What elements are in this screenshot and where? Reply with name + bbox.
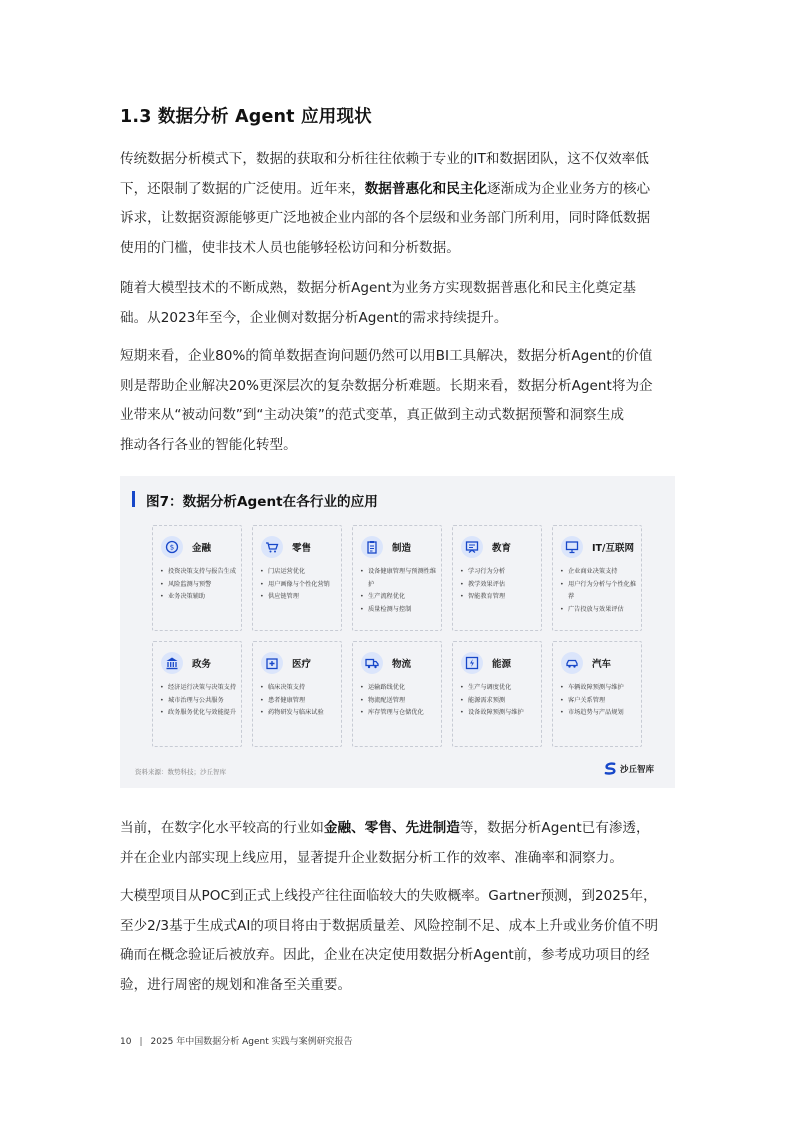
- svg-text:$: $: [169, 543, 175, 552]
- text-run: 逐渐成为企业业务方的核心: [487, 180, 651, 197]
- use-case-item: • 库存管理与仓储优化: [360, 707, 442, 720]
- figure-source: 资料来源：数势科技；沙丘智库: [135, 768, 226, 776]
- industry-name: 汽车: [592, 659, 612, 670]
- industry-card-header: [261, 536, 311, 558]
- education-board-icon: [461, 536, 483, 558]
- industry-card: [452, 525, 542, 631]
- industry-card: [152, 525, 242, 631]
- shopping-cart-icon: [261, 536, 283, 558]
- use-case-item: • 药物研发与临床试验: [260, 707, 342, 720]
- paragraph-line: 确而在概念验证后被放弃。因此，企业在决定使用数据分析Agent前，参考成功项目的经: [120, 947, 650, 963]
- industry-use-case-list: [160, 566, 242, 604]
- paragraph-line: 大模型项目从POC到正式上线投产往往面临较大的失败概率。Gartner预测，到2025年，: [120, 888, 657, 904]
- use-case-item: • 风险监测与预警: [160, 579, 242, 592]
- paragraph-line: 至少2/3基于生成式AI的项目将由于数据质量差、风险控制不足、成本上升或业务价值不明: [120, 917, 659, 934]
- use-case-item: • 学习行为分析: [460, 566, 542, 579]
- industry-name: 能源: [492, 659, 512, 670]
- use-case-item: • 设备故障预测与维护: [460, 707, 542, 720]
- industry-name: 制造: [392, 543, 412, 554]
- car-icon: [561, 652, 583, 674]
- industry-card: [152, 641, 242, 747]
- use-case-item: • 广告投放与效果评估: [560, 604, 642, 617]
- text-run: 当前，在数字化水平较高的行业如: [120, 820, 324, 836]
- paragraph-line: 使用的门槛，使非技术人员也能够轻松访问和分析数据。: [120, 239, 460, 256]
- report-title: 2025 年中国数据分析 Agent 实践与案例研究报告: [150, 1037, 353, 1047]
- use-case-item: • 市场趋势与产品规划: [560, 707, 642, 720]
- use-case-item: • 业务决策辅助: [160, 591, 242, 604]
- paragraph-line: 推动各行各业的智能化转型。: [120, 436, 297, 453]
- paragraph-2: [120, 274, 680, 333]
- industry-use-case-list: [560, 682, 642, 720]
- paragraph-line: 础。从2023年至今，企业侧对数据分析Agent的需求持续提升。: [120, 309, 508, 326]
- use-case-item: • 供应链管理: [260, 591, 342, 604]
- brand-logo-text: 沙丘智库: [620, 764, 655, 775]
- use-case-item: • 投资决策支持与报告生成: [160, 566, 242, 579]
- monitor-network-icon: [561, 536, 583, 558]
- use-case-item: • 患者健康管理: [260, 695, 342, 708]
- industry-use-case-list: [260, 566, 342, 604]
- industry-card-header: [461, 536, 511, 558]
- industry-card-header: [561, 652, 611, 674]
- industry-card: [352, 525, 442, 631]
- figure-title: 图7：数据分析Agent在各行业的应用: [146, 494, 378, 510]
- brand-logo: [604, 762, 654, 775]
- paragraph-line: 验，进行周密的规划和准备至关重要。: [120, 976, 352, 993]
- paragraph-line: 并在企业内部实现上线应用，显著提升企业数据分析工作的效率、准确率和洞察力。: [120, 849, 623, 866]
- industry-card: [252, 525, 342, 631]
- industry-figure: [120, 476, 675, 788]
- use-case-item: • 运输路线优化: [360, 682, 442, 695]
- delivery-truck-icon: [361, 652, 383, 674]
- section-heading: 1.3 数据分析 Agent 应用现状: [120, 107, 372, 127]
- coin-icon: [161, 536, 183, 558]
- industry-use-case-list: [360, 566, 442, 616]
- industry-card-header: [361, 652, 411, 674]
- industry-name: 物流: [392, 659, 412, 670]
- text-run: 下，还限制了数据的广泛使用。近年来，: [120, 180, 365, 197]
- paragraph-line: [120, 175, 680, 205]
- industry-name: 政务: [192, 659, 212, 670]
- use-case-item: • 城市治理与公共服务: [160, 695, 242, 708]
- brand-logo-icon: [604, 762, 617, 775]
- use-case-item: • 用户画像与个性化营销: [260, 579, 342, 592]
- industry-card: [452, 641, 542, 747]
- footer-separator: |: [139, 1037, 143, 1047]
- use-case-item: • 客户关系管理: [560, 695, 642, 708]
- industry-card-header: [161, 536, 211, 558]
- text-run: 等，数据分析Agent已有渗透，: [459, 820, 650, 836]
- paragraph-line: 短期来看，企业80%的简单数据查询问题仍然可以用BI工具解决，数据分析Agent的价值: [120, 348, 653, 364]
- paragraph-line: 则是帮助企业解决20%更深层次的复杂数据分析难题。长期来看，数据分析Agent将为企: [120, 377, 653, 394]
- industry-card-header: [561, 536, 634, 558]
- page-footer: [120, 1034, 353, 1047]
- industry-card: [252, 641, 342, 747]
- paragraph-3: [120, 342, 680, 460]
- use-case-item: • 门店运营优化: [260, 566, 342, 579]
- use-case-item: • 教学效果评估: [460, 579, 542, 592]
- paragraph-line: 业带来从“被动问数”到“主动决策”的范式变革，真正做到主动式数据预警和洞察生成: [120, 407, 624, 423]
- paragraph-line: 传统数据分析模式下，数据的获取和分析往往依赖于专业的IT和数据团队，这不仅效率低: [120, 151, 649, 167]
- industry-use-case-list: [560, 566, 642, 616]
- use-case-item: • 经济运行决策与决策支持: [160, 682, 242, 695]
- paragraph-line: 诉求，让数据资源能够更广泛地被企业内部的各个层级和业务部门所利用，同时降低数据: [120, 210, 651, 226]
- use-case-item: • 政务服务优化与效能提升: [160, 707, 242, 720]
- paragraph-1: [120, 145, 680, 263]
- use-case-item: • 智能教育管理: [460, 591, 542, 604]
- paragraph-line: [120, 814, 680, 844]
- bold-text-run: 数据普惠化和民主化: [364, 180, 488, 197]
- energy-grid-icon: [461, 652, 483, 674]
- industry-use-case-list: [460, 682, 542, 720]
- industry-name: 零售: [292, 543, 312, 554]
- industry-use-case-list: [460, 566, 542, 604]
- industry-name: 金融: [192, 543, 212, 554]
- government-building-icon: [161, 652, 183, 674]
- industry-use-case-list: [260, 682, 342, 720]
- paragraph-line: 随着大模型技术的不断成熟，数据分析Agent为业务方实现数据普惠化和民主化奠定基: [120, 280, 637, 296]
- use-case-item: • 车辆故障预测与维护: [560, 682, 642, 695]
- industry-card: [552, 641, 642, 747]
- use-case-item: • 能源需求预测: [460, 695, 542, 708]
- use-case-item: • 生产与调度优化: [460, 682, 542, 695]
- industry-use-case-list: [360, 682, 442, 720]
- figure-title-accent: [132, 491, 135, 507]
- use-case-item: • 质量检测与控制: [360, 604, 442, 617]
- industry-name: IT/互联网: [592, 543, 634, 554]
- industry-name: 医疗: [292, 659, 312, 670]
- bold-text-run: 金融、零售、先进制造: [323, 820, 460, 836]
- industry-name: 教育: [492, 543, 512, 554]
- use-case-item: • 设备健康管理与预测性维护: [360, 566, 442, 591]
- use-case-item: • 临床决策支持: [260, 682, 342, 695]
- industry-card-header: [461, 652, 511, 674]
- industry-card: [552, 525, 642, 631]
- industry-card-header: [361, 536, 411, 558]
- industry-card-header: [161, 652, 211, 674]
- industry-use-case-list: [160, 682, 242, 720]
- use-case-item: • 生产流程优化: [360, 591, 442, 604]
- page-number: 10: [120, 1037, 132, 1047]
- factory-clipboard-icon: [361, 536, 383, 558]
- use-case-item: • 企业商业决策支持: [560, 566, 642, 579]
- industry-card: [352, 641, 442, 747]
- hospital-icon: [261, 652, 283, 674]
- paragraph-4: [120, 814, 680, 873]
- use-case-item: • 物流配送管理: [360, 695, 442, 708]
- industry-card-header: [261, 652, 311, 674]
- use-case-item: • 用户行为分析与个性化推荐: [560, 579, 642, 604]
- paragraph-5: [120, 882, 680, 1000]
